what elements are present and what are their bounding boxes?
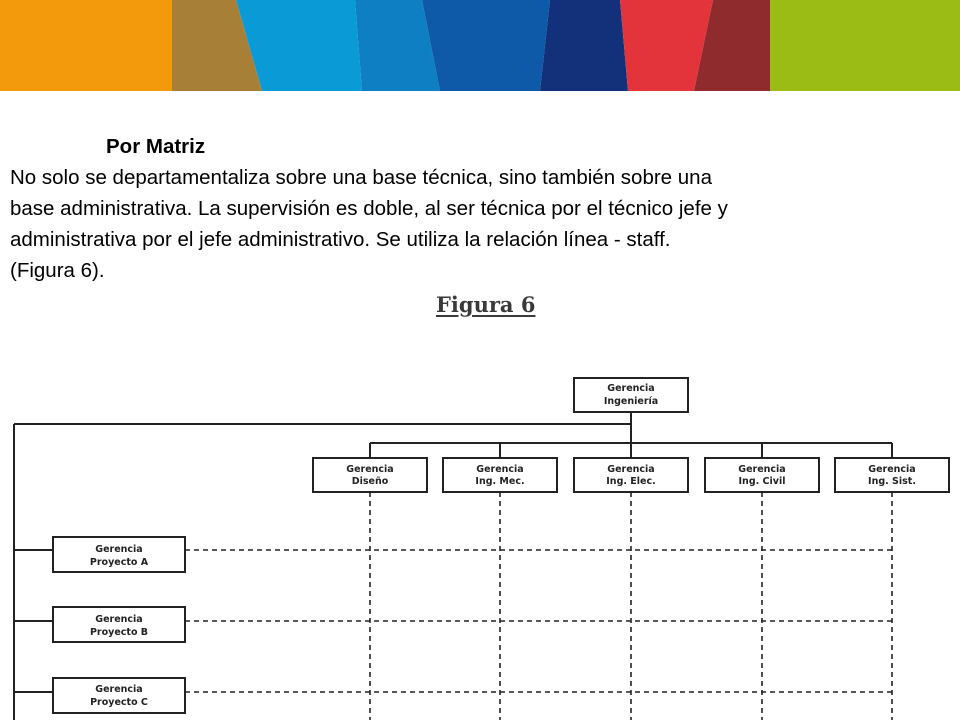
box-gerencia-ing-mec [443,458,557,492]
box-label-line2: Ing. Sist. [868,476,916,487]
figure-title: Figura 6 [436,292,536,317]
box-label-line1: Gerencia [607,464,655,475]
box-gerencia-proyecto-c [53,678,185,713]
box-label-line1: Gerencia [346,464,394,475]
paragraph-line-4: (Figura 6). [10,259,105,282]
body-text [10,131,955,286]
box-label-line1: Gerencia [738,464,786,475]
box-gerencia-diseno [313,458,427,492]
paragraph-line-2: base administrativa. La supervisión es doble, al ser técnica por el técnico jefe y [10,197,728,220]
box-gerencia-ing-elec [574,458,688,492]
box-label-line2: Ing. Mec. [475,476,525,487]
banner-stripe-orange [0,0,172,91]
paragraph-line-1: No solo se departamentaliza sobre una base técnica, sino también sobre una [10,166,712,189]
box-label-line2: Ingeniería [603,396,659,407]
box-gerencia-ingenieria [574,378,688,412]
box-label-line1: Gerencia [476,464,524,475]
box-label-line1: Gerencia [868,464,916,475]
box-gerencia-proyecto-a [53,537,185,572]
paragraph-line-3: administrativa por el jefe administrativo. Se utiliza la relación línea - staff. [10,228,671,251]
banner-stripe-green [770,0,960,91]
banner-stripe-navy [540,0,628,91]
color-banner [0,0,960,91]
box-label-line1: Gerencia [95,614,143,625]
box-gerencia-ing-sist [835,458,949,492]
box-label-line2: Proyecto A [89,557,149,568]
box-gerencia-ing-civil [705,458,819,492]
box-label-line2: Proyecto B [89,627,149,638]
box-label-line2: Proyecto C [90,697,148,708]
box-gerencia-proyecto-b [53,607,185,642]
matrix-org-chart [0,360,960,720]
box-label-line1: Gerencia [607,383,655,394]
box-label-line1: Gerencia [95,544,143,555]
box-label-line2: Ing. Elec. [606,476,656,487]
section-heading: Por Matriz [106,135,206,158]
box-label-line1: Gerencia [95,684,143,695]
box-label-line2: Diseño [351,476,389,487]
banner-stripe-mid-blue [422,0,550,91]
box-label-line2: Ing. Civil [738,476,786,487]
